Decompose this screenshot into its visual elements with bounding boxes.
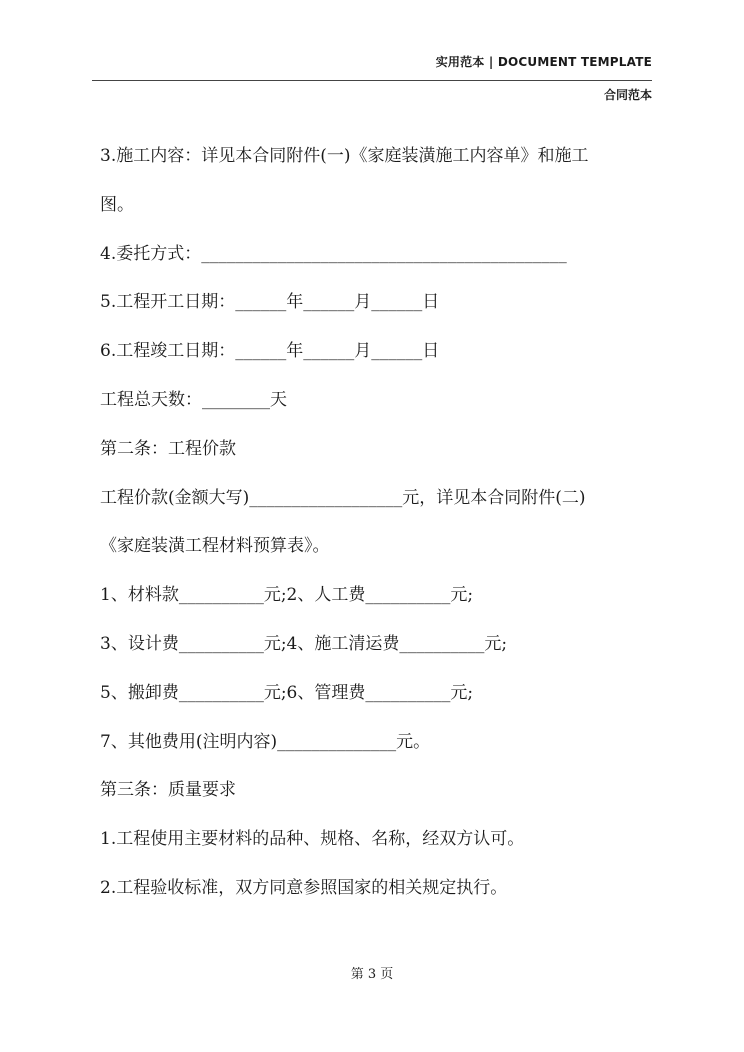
header-title: 实用范本 | DOCUMENT TEMPLATE — [435, 55, 652, 69]
clause-completion-date: 6.工程竣工日期：______年______月______日 — [100, 341, 440, 362]
fee-items-3-4: 3、设计费__________元;4、施工清运费__________元; — [100, 633, 508, 654]
clause-total-days: 工程总天数：________天 — [100, 389, 287, 410]
clause-start-date: 5.工程开工日期：______年______月______日 — [100, 292, 440, 313]
document-body — [100, 132, 670, 913]
clause-project-price-cont: 《家庭装潢工程材料预算表》。 — [100, 536, 330, 557]
article-two-heading: 第二条：工程价款 — [100, 438, 236, 459]
clause-construction-content: 3.施工内容：详见本合同附件(一)《家庭装潢施工内容单》和施工 — [100, 146, 589, 166]
header-divider — [92, 80, 652, 81]
article-three-heading: 第三条：质量要求 — [100, 780, 236, 801]
fee-items-5-6: 5、搬卸费__________元;6、管理费__________元; — [100, 682, 474, 703]
clause-construction-content-cont: 图。 — [100, 194, 134, 215]
fee-item-7: 7、其他费用(注明内容)______________元。 — [100, 731, 431, 752]
clause-acceptance-standard: 2.工程验收标准，双方同意参照国家的相关规定执行。 — [100, 877, 508, 898]
clause-commission-method: 4.委托方式：___________________________________________ — [100, 243, 567, 264]
page-number: 第 3 页 — [350, 967, 394, 982]
clause-materials: 1.工程使用主要材料的品种、规格、名称，经双方认可。 — [100, 829, 525, 850]
clause-project-price: 工程价款(金额大写)__________________元，详见本合同附件(二) — [100, 487, 586, 508]
fee-items-1-2: 1、材料款__________元;2、人工费__________元; — [100, 585, 474, 606]
header-subtitle: 合同范本 — [603, 88, 652, 102]
